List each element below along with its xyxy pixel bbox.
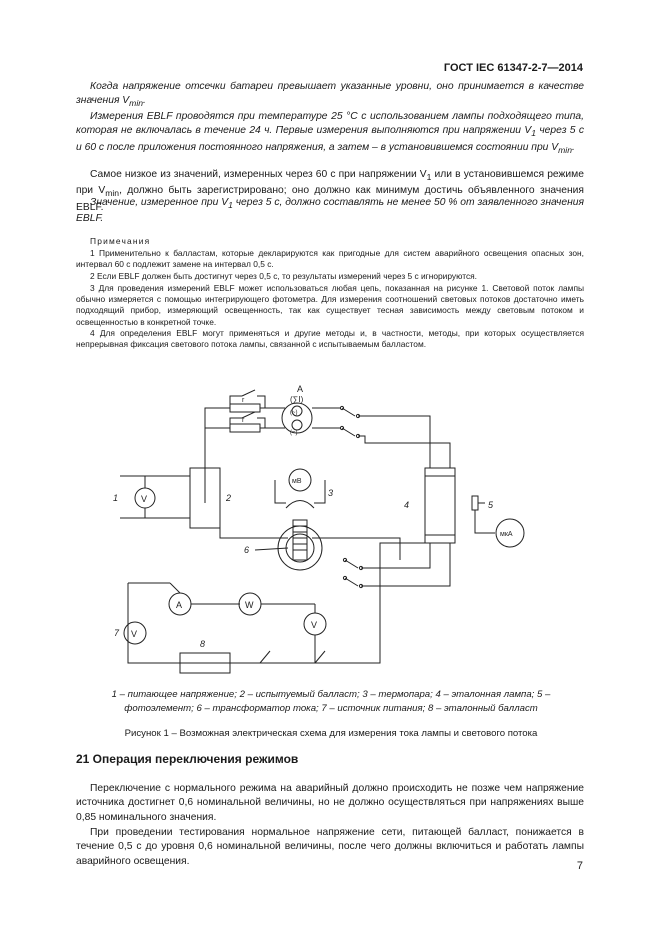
label-4: 4 bbox=[404, 500, 410, 510]
notes-title: Примечания bbox=[90, 236, 151, 246]
page-number: 7 bbox=[576, 860, 583, 872]
note-4: 4 Для определения EBLF могут применяться и другие методы и, в частности, методы, при которых осуществляется непрерывная фиксация светового потока лампы, связанной с испытываемым балластом. bbox=[76, 328, 584, 350]
ballast-box bbox=[170, 468, 231, 528]
paragraph-text: через 5 с, должно составлять не менее 50 % от заявленного значения EBLF. bbox=[76, 197, 584, 225]
note-2: 2 Если EBLF должен быть достигнут через 0,5 с, то результаты измерений через 5 с игнорируются. bbox=[90, 271, 477, 281]
label-1: 1 bbox=[113, 493, 119, 503]
note-3: 3 Для проведения измерений EBLF может использоваться любая цепь, показанная на рисунке 1. Световой поток лампы обычно измеряется с помощью интегрирующего фотометра. Для измерения соотношений световых потоков достаточно иметь подходящий прибор, измеряющий освещенность, так как существует тесная зависимость между световым потоком и освещенностью в конкретной точке. bbox=[76, 283, 584, 327]
paragraph-text: или в установившемся режиме при V bbox=[76, 169, 584, 197]
voltmeter-label: V bbox=[141, 494, 148, 504]
dc-symbol: (=) bbox=[290, 430, 298, 436]
supply-circuit bbox=[114, 543, 455, 673]
section-paragraph-1: Переключение с нормального режима на аварийный должно происходить не позже чем напряжение источника достигнет 0,6 номинальной величины, но не должно осуществляться при напряжениях выше 0,85 номинального значения. bbox=[76, 783, 584, 823]
reference-lamp bbox=[404, 468, 455, 543]
ammeter-bottom-label: A bbox=[176, 600, 183, 610]
subscript: 1 bbox=[228, 200, 233, 211]
section-heading: 21 Операция переключения режимов bbox=[76, 752, 299, 766]
subscript: min bbox=[558, 144, 572, 155]
paragraph-text: Значение, измеренное при V bbox=[90, 197, 229, 208]
label-2: 2 bbox=[226, 493, 232, 503]
ac-symbol: (~) bbox=[290, 410, 298, 416]
label-6: 6 bbox=[244, 545, 250, 555]
resistor-branch bbox=[205, 390, 285, 503]
section-paragraph-2: При проведении тестирования нормальное напряжение сети, питающей балласт, понижается в течение 0,5 с до уровня 0,6 номинальной величины, после чего должны включиться и работать лампы аварийного освещения. bbox=[76, 827, 584, 867]
subscript: min bbox=[129, 98, 143, 109]
ammeter-label: A bbox=[297, 384, 304, 394]
switch-group-bottom bbox=[343, 543, 450, 588]
paragraph-text: Самое низкое из значений, измеренных через 60 с при напряжении V bbox=[90, 169, 427, 180]
subscript: min bbox=[105, 188, 120, 199]
voltmeter-bottom-label: V bbox=[311, 620, 318, 630]
paragraph-value-5s bbox=[76, 196, 584, 227]
paragraph-eblf-measurement: Измерения EBLF проводятся при температуре 25 °C с использованием лампы подходящего типа, которая не включалась в течение 24 ч. Первые измерения выполняются при напряжении $V_1$ через 5 с и 60 с после приложения постоянного напряжения, а затем – в установившемся состоянии при $V_{min}$. bbox=[76, 111, 584, 155]
subscript: 1 bbox=[426, 172, 432, 183]
thermocouple bbox=[275, 469, 333, 508]
label-7: 7 bbox=[114, 628, 120, 638]
ammeter-meter bbox=[282, 403, 340, 436]
ammeter-sum-label: (∑I) bbox=[290, 395, 304, 404]
switch-group-top bbox=[340, 406, 450, 468]
paragraph-text: , должно быть зарегистрировано; оно должно как минимум достичь объявленного значения EBLF. bbox=[76, 185, 584, 213]
voltmeter-source-label: V bbox=[131, 629, 138, 639]
supply-voltmeter bbox=[113, 476, 170, 518]
circuit-diagram bbox=[100, 368, 600, 690]
paragraph-text: через 5 с и 60 с после приложения постоянного напряжения, а затем – в установившемся состоянии при V bbox=[76, 125, 584, 153]
resistor-label: r bbox=[242, 397, 245, 404]
note-1: 1 Применительно к балластам, которые декларируются как пригодные для систем аварийного освещения опасных зон, интервал 60 с подлежит замене на интервал 0,5 с. bbox=[76, 248, 584, 270]
label-3: 3 bbox=[328, 488, 334, 498]
paragraph-cutoff-voltage: Когда напряжение отсечки батареи превышает указанные уровни, оно принимается в качестве значения $V_{min}$. bbox=[76, 81, 584, 109]
millivoltmeter-label: мВ bbox=[292, 478, 302, 485]
label-8: 8 bbox=[200, 639, 206, 649]
label-5: 5 bbox=[488, 500, 494, 510]
document-code-header: ГОСТ IEC 61347-2-7—2014 bbox=[443, 62, 583, 74]
microammeter-label: мкА bbox=[500, 531, 513, 538]
resistor-label: r bbox=[242, 417, 245, 424]
figure-caption: Рисунок 1 – Возможная электрическая схема для измерения тока лампы и светового потока bbox=[124, 728, 538, 739]
photocell bbox=[472, 496, 524, 547]
subscript: 1 bbox=[531, 128, 536, 139]
paragraph-text: Измерения EBLF проводятся при температуре 25 °C с использованием лампы подходящего типа, которая не включалась в течение 24 ч. Первые измерения выполняются при напряжении V bbox=[76, 111, 584, 137]
figure-legend: 1 – питающее напряжение; 2 – испытуемый балласт; 3 – термопара; 4 – эталонная лампа; 5 – фотоэлемент; 6 – трансформатор тока; 7 – источник питания; 8 – эталонный балласт bbox=[111, 689, 551, 714]
wattmeter-label: W bbox=[245, 600, 254, 610]
current-transformer bbox=[244, 520, 322, 570]
paragraph-text: Когда напряжение отсечки батареи превышает указанные уровни, оно принимается в качестве значения V bbox=[76, 81, 584, 107]
